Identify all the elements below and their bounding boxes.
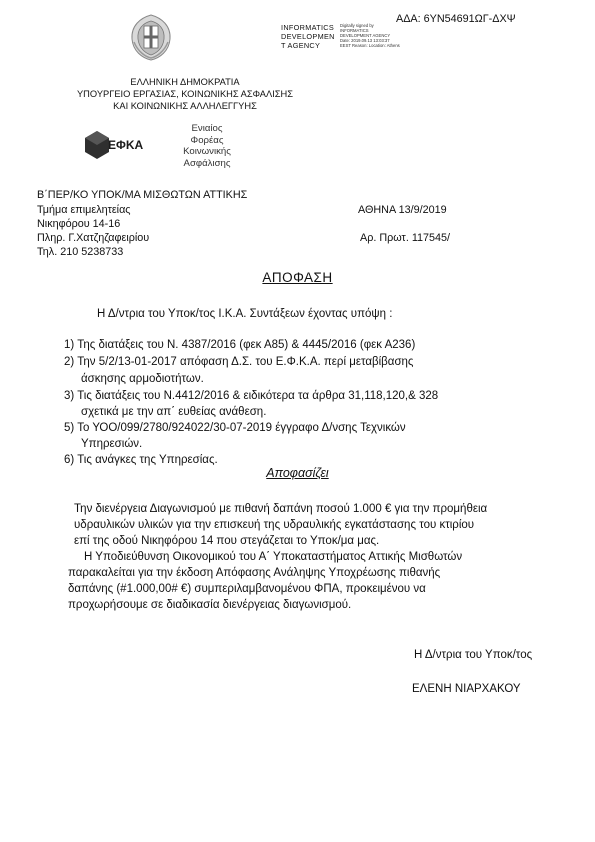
protocol-number: Αρ. Πρωτ. 117545/ bbox=[360, 232, 451, 244]
consideration-item: 2) Την 5/2/13-01-2017 απόφαση Δ.Σ. του Ε.Φ.Κ.Α. περί μεταβίβασης bbox=[64, 356, 414, 368]
consideration-item: άσκησης αρμοδιοτήτων. bbox=[81, 373, 204, 385]
sender-address: Νικηφόρου 14-16 bbox=[37, 218, 121, 230]
ministry-header bbox=[0, 76, 370, 112]
consideration-item: 1) Της διατάξεις του Ν. 4387/2016 (φεκ Α85) & 4445/2016 (φεκ Α236) bbox=[64, 339, 416, 351]
stamp-line: INFORMATICS bbox=[281, 23, 335, 32]
efka-desc-line: Ασφάλισης bbox=[183, 157, 231, 169]
document-date: ΑΘΗΝΑ 13/9/2019 bbox=[358, 204, 447, 216]
efka-desc-line: Κοινωνικής bbox=[183, 146, 231, 157]
signature-name: ΕΛΕΝΗ ΝΙΑΡΧΑΚΟΥ bbox=[412, 683, 521, 695]
ministry-line: ΕΛΛΗΝΙΚΗ ΔΗΜΟΚΡΑΤΙΑ bbox=[130, 77, 240, 87]
decides-heading: Αποφασίζει bbox=[266, 466, 329, 480]
signature-role: Η Δ/ντρια του Υποκ/τος bbox=[414, 649, 533, 661]
decision-line: Την διενέργεια Διαγωνισμού με πιθανή δαπάνη ποσού 1.000 € για την προμήθεια bbox=[74, 503, 488, 515]
stamp-line: DEVELOPMEN bbox=[281, 32, 335, 41]
stamp-line: T AGENCY bbox=[281, 41, 321, 50]
document-title: ΑΠΟΦΑΣΗ bbox=[262, 270, 333, 285]
decision-line: Η Υποδιεύθυνση Οικονομικού του Α΄ Υποκαταστήματος Αττικής Μισθωτών bbox=[84, 551, 463, 563]
consideration-item: 3) Τις διατάξεις του Ν.4412/2016 & ειδικότερα τα άρθρα 31,118,120,& 328 bbox=[64, 390, 439, 402]
sender-info: Πληρ. Γ.Χατζηζαφειρίου bbox=[37, 232, 150, 244]
decision-line: υδραυλικών υλικών για την επισκευή της υδραυλικής εγκατάστασης του κτιρίου bbox=[74, 519, 475, 531]
ministry-line: ΥΠΟΥΡΓΕΙΟ ΕΡΓΑΣΙΑΣ, ΚΟΙΝΩΝΙΚΗΣ ΑΣΦΑΛΙΣΗΣ bbox=[76, 89, 293, 99]
consideration-item: σχετικά με την απ΄ ευθείας ανάθεση. bbox=[81, 406, 267, 418]
sender-phone: Τηλ. 210 5238733 bbox=[37, 246, 124, 258]
decision-line: προχωρήσουμε σε διαδικασία διενέργειας διαγωνισμού. bbox=[68, 599, 352, 611]
sender-dept: Τμήμα επιμελητείας bbox=[37, 204, 131, 216]
efka-desc-line: Ενιαίος bbox=[191, 123, 223, 134]
efka-description bbox=[178, 123, 236, 169]
consideration-item: Υπηρεσιών. bbox=[81, 438, 143, 450]
efka-label: ΕΦΚΑ bbox=[108, 138, 144, 152]
stamp-details: Digitally signed by INFORMATICS DEVELOPMENT AGENCY Date: 2019.09.13 13:03:37 EEST Reason: Location: Athens bbox=[340, 23, 400, 48]
efka-desc-line: Φορέας bbox=[190, 134, 224, 146]
consideration-item: 5) Το ΥΟΟ/099/2780/924022/30-07-2019 έγγραφο Δ/νσης Τεχνικών bbox=[64, 422, 406, 434]
sender-office: Β΄ΠΕΡ/ΚΟ ΥΠΟΚ/ΜΑ ΜΙΣΘΩΤΩΝ ΑΤΤΙΚΗΣ bbox=[37, 189, 248, 201]
decision-line: επί της οδού Νικηφόρου 14 που στεγάζεται το Υποκ/μα μας. bbox=[74, 535, 380, 547]
consideration-item: 6) Τις ανάγκες της Υπηρεσίας. bbox=[64, 454, 218, 466]
signature-stamp bbox=[281, 23, 335, 50]
decision-line: παρακαλείται για την έκδοση Απόφασης Ανάληψης Υποχρέωσης πιθανής bbox=[68, 567, 441, 579]
greek-emblem-icon bbox=[124, 12, 178, 62]
intro-text: Η Δ/ντρια του Υποκ/τος Ι.Κ.Α. Συντάξεων έχοντας υπόψη : bbox=[97, 308, 393, 320]
decision-line: δαπάνης (#1.000,00# €) συμπεριλαμβανομένου ΦΠΑ, προκειμένου να bbox=[68, 583, 426, 595]
ministry-line: ΚΑΙ ΚΟΙΝΩΝΙΚΗΣ ΑΛΛΗΛΕΓΓΥΗΣ bbox=[113, 101, 257, 111]
ada-code: ΑΔΑ: 6ΥΝ54691ΩΓ-ΔΧΨ bbox=[396, 13, 516, 25]
